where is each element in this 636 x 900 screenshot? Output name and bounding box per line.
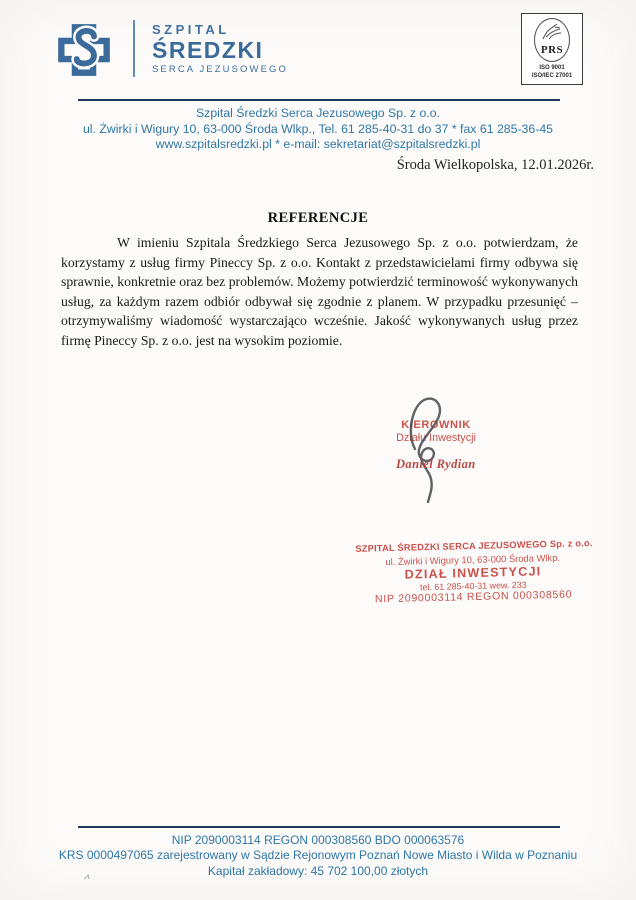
iso-27001-label: ISO/IEC 27001 — [531, 72, 573, 79]
logo-line-szpital: SZPITAL — [152, 22, 230, 37]
iso-9001-label: ISO 9001 — [539, 65, 565, 71]
role-stamp-title: KIEROWNIK — [401, 419, 471, 431]
hospital-cross-logo-icon — [55, 21, 113, 79]
prs-crest-icon — [539, 23, 565, 43]
role-stamp-department: Działu Inwestycji — [396, 432, 476, 444]
signer-name: Daniel Rydian — [396, 457, 476, 471]
office-rubber-stamp — [355, 537, 593, 607]
address-company-line: Szpital Średzki Serca Jezusowego Sp. z o.o. — [195, 106, 440, 120]
logo-divider-line — [133, 20, 135, 77]
footer-registry-block — [0, 833, 636, 879]
footer-divider-line — [78, 826, 560, 828]
header-divider-line — [78, 99, 560, 101]
scan-ink-artifact — [82, 871, 94, 883]
hospital-address-block — [0, 106, 636, 153]
footer-nip-regon-bdo-line: NIP 2090003114 REGON 000308560 BDO 000063576 — [171, 833, 465, 847]
letter-body-paragraph: W imieniu Szpitala Średzkiego Serca Jezusowego Sp. z o.o. potwierdzam, że korzystamy z usług firmy Pineccy Sp. z o.o. Kontakt z przedstawicielami firmy odbywa się sprawnie, konkretnie oraz bez problemów. Możemy potwierdzić terminowość wykonywanych usług, za każdym razem odbiór odbywał się zgodnie z planem. W przypadku przesunięć – otrzymywaliśmy wiadomość wystarczająco wcześnie. Jakość wykonywanych usług przez firmę Pineccy Sp. z o.o. jest na wysokim poziomie. — [61, 235, 578, 348]
footer-capital-line: Kapitał zakładowy: 45 702 100,00 złotych — [207, 863, 429, 878]
logo-wordmark — [152, 23, 288, 75]
footer-krs-line: KRS 0000497065 zarejestrowany w Sądzie Rejonowym Poznań Nowe Miasto i Wilda w Poznaniu — [58, 848, 578, 863]
logo-line-serca: SERCA JEZUSOWEGO — [152, 64, 289, 75]
prs-certification-badge — [521, 13, 583, 85]
address-web-email-line: www.szpitalsredzki.pl * e-mail: sekretariat@szpitalsredzki.pl — [155, 137, 481, 152]
stamp-nip-regon-line: NIP 2090003114 REGON 000308560 — [374, 588, 573, 606]
stamp-company-line: SZPITAL ŚREDZKI SERCA JEZUSOWEGO Sp. z o.o. — [355, 538, 593, 554]
letter-title: REFERENCJE — [267, 210, 369, 226]
prs-label: PRS — [540, 44, 564, 56]
letter-date: Środa Wielkopolska, 12.01.2026r. — [396, 157, 594, 173]
iso-certifications — [532, 65, 572, 80]
stamp-phone-line: tel. 61 285-40-31 wew. 233 — [419, 579, 527, 593]
prs-oval-seal — [534, 18, 570, 62]
stamp-department-line: DZIAŁ INWESTYCJI — [404, 564, 542, 582]
handwritten-signature-scribble — [399, 395, 457, 503]
logo-line-sredzki: ŚREDZKI — [152, 37, 264, 63]
address-street-phone-line: ul. Żwirki i Wigury 10, 63-000 Środa Wlkp., Tel. 61 285-40-31 do 37 * fax 61 285-36-45 — [82, 121, 554, 136]
stamp-address-line: ul. Żwirki i Wigury 10, 63-000 Środa Wlkp. — [385, 551, 561, 568]
